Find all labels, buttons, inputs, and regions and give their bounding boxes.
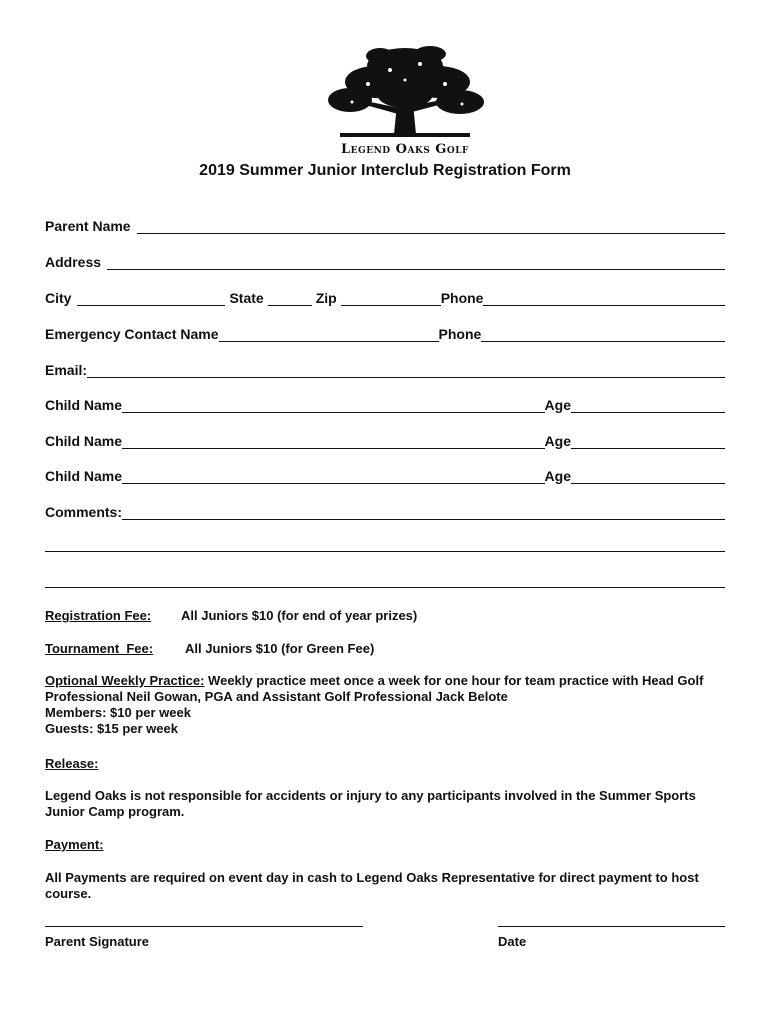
city-field[interactable] — [77, 293, 225, 306]
release-heading — [45, 756, 735, 772]
release-label: Release: — [45, 756, 99, 771]
parent-name-field[interactable] — [137, 221, 725, 234]
tournament-fee — [45, 641, 735, 657]
practice-section — [45, 673, 735, 737]
child-name-label: Child Name — [45, 433, 123, 449]
child-name-field[interactable] — [122, 471, 545, 484]
registration-fee-label: Registration Fee: — [45, 608, 152, 623]
registration-fee — [45, 608, 735, 624]
emergency-contact-field[interactable] — [219, 329, 439, 342]
address-field[interactable] — [107, 257, 725, 270]
payment-text: All Payments are required on event day in cash to Legend Oaks Representative for direct payment to host course. — [45, 870, 699, 901]
emergency-phone-label: Phone — [438, 326, 482, 342]
guests-price: Guests: $15 per week — [45, 721, 178, 736]
date-line[interactable] — [498, 926, 725, 927]
parent-name-row — [45, 216, 725, 234]
comments-line-3[interactable] — [45, 587, 725, 588]
tournament-fee-value: All Juniors $10 (for Green Fee) — [185, 641, 375, 656]
child-name-field[interactable] — [122, 400, 545, 413]
child-name-field[interactable] — [122, 436, 545, 449]
child-row-3 — [45, 466, 725, 484]
address-row — [45, 252, 725, 270]
payment-heading — [45, 837, 735, 853]
emergency-row — [45, 324, 725, 342]
comments-row — [45, 502, 725, 520]
emergency-phone-field[interactable] — [481, 329, 725, 342]
oak-tree-icon — [320, 44, 490, 140]
state-label: State — [229, 290, 264, 306]
release-text: Legend Oaks is not responsible for accidents or injury to any participants involved in the Summer Sports Junior Camp program. — [45, 788, 696, 819]
city-label: City — [45, 290, 72, 306]
parent-name-label: Parent Name — [45, 218, 131, 234]
age-label: Age — [544, 397, 571, 413]
email-row — [45, 360, 725, 378]
email-field[interactable] — [87, 365, 725, 378]
child-name-label: Child Name — [45, 397, 123, 413]
address-label: Address — [45, 254, 102, 270]
emergency-contact-label: Emergency Contact Name — [45, 326, 219, 342]
age-label: Age — [544, 468, 571, 484]
phone-label: Phone — [440, 290, 484, 306]
email-label: Email: — [45, 362, 88, 378]
age-field[interactable] — [571, 471, 725, 484]
payment-label: Payment: — [45, 837, 104, 852]
logo — [320, 44, 490, 162]
city-row — [45, 288, 725, 306]
zip-field[interactable] — [341, 293, 441, 306]
practice-label: Optional Weekly Practice: — [45, 673, 205, 688]
date-label: Date — [498, 934, 527, 949]
comments-field[interactable] — [122, 507, 725, 520]
logo-text: Legend Oaks Golf — [341, 142, 469, 157]
comments-line-2[interactable] — [45, 551, 725, 552]
child-row-2 — [45, 431, 725, 449]
child-name-label: Child Name — [45, 468, 123, 484]
zip-label: Zip — [315, 290, 337, 306]
registration-fee-value: All Juniors $10 (for end of year prizes) — [181, 608, 418, 623]
child-row-1 — [45, 395, 725, 413]
state-field[interactable] — [268, 293, 312, 306]
phone-field[interactable] — [483, 293, 725, 306]
parent-signature-line[interactable] — [45, 926, 363, 927]
age-field[interactable] — [571, 400, 725, 413]
comments-label: Comments: — [45, 504, 123, 520]
age-label: Age — [544, 433, 571, 449]
age-field[interactable] — [571, 436, 725, 449]
parent-signature-label: Parent Signature — [45, 934, 150, 949]
page-title: 2019 Summer Junior Interclub Registration Form — [199, 162, 571, 179]
practice-text: Weekly practice meet once a week for one hour for team practice with Head Golf Professional Neil Gowan, PGA and Assistant Golf Professional Jack Belote — [45, 673, 704, 704]
tournament-fee-label: Tournament Fee: — [45, 641, 154, 656]
members-price: Members: $10 per week — [45, 705, 191, 720]
